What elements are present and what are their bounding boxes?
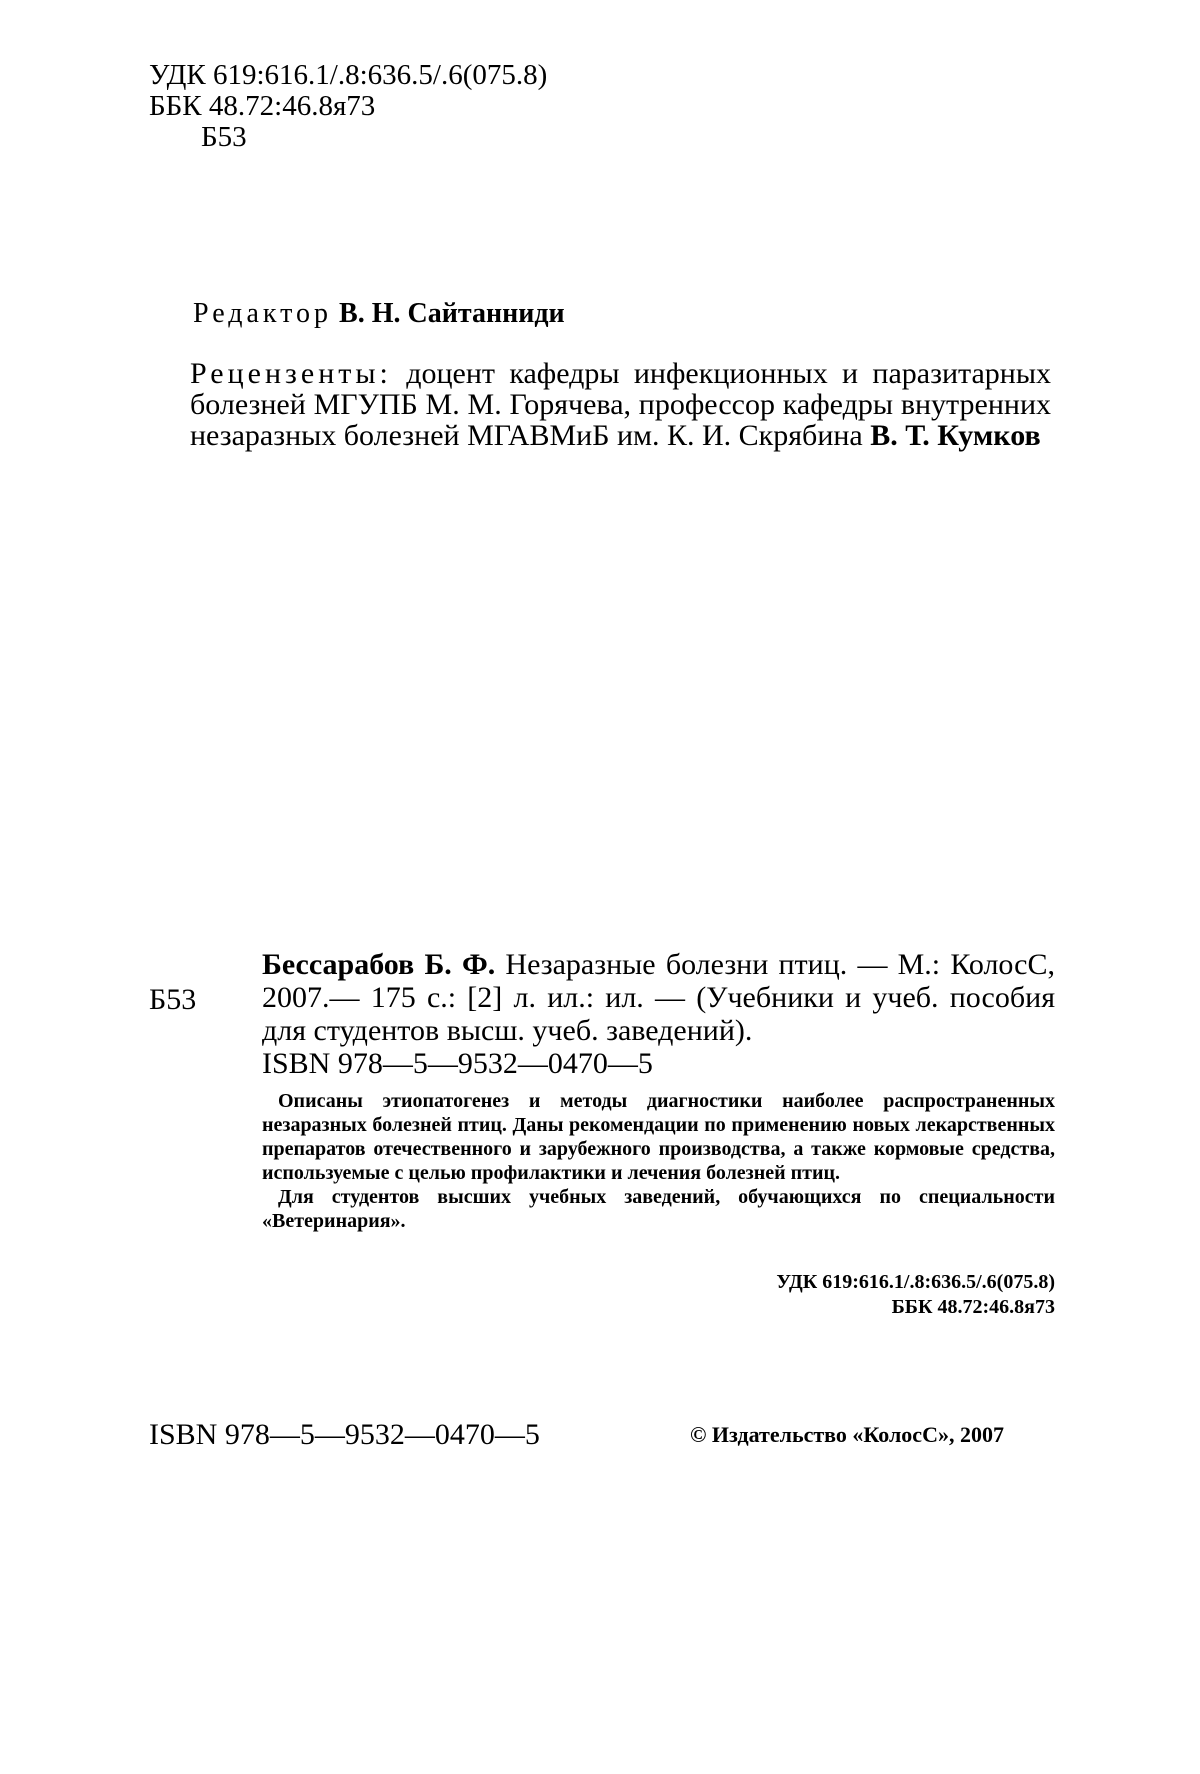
- bibliographic-record: [262, 948, 1055, 1080]
- abstract-paragraph: Описаны этиопатогенез и методы диагностики наиболее распространенных незаразных болезней птиц. Даны рекомендации по применению новых лекарственных препаратов отечественного и зарубежного производства, а также кормовые средства, используемые с целью профилактики и лечения болезней птиц.: [262, 1090, 1055, 1184]
- abstract: [262, 1089, 1055, 1233]
- bbk-code: ББК 48.72:46.8я73: [149, 90, 376, 122]
- author-mark: Б53: [201, 121, 247, 153]
- abstract-audience: Для студентов высших учебных заведений, обучающихся по специальности «Ветеринария».: [262, 1186, 1055, 1232]
- reviewers-text: доцент кафедры инфекционных и паразитарных болезней МГУПБ М. М. Горячева, профессор кафедры внутренних незаразных болезней МГАВМиБ им. К. И. Скрябина: [190, 357, 1052, 452]
- reviewers-block: [190, 358, 1051, 451]
- biblio-isbn: ISBN 978—5—9532—0470—5: [262, 1047, 653, 1080]
- editor-label: Редактор: [193, 298, 333, 329]
- classification-codes: [149, 60, 547, 153]
- reviewer-name: В. Т. Кумков: [870, 419, 1041, 452]
- abstract-udk-code: УДК 619:616.1/.8:636.5/.6(075.8): [776, 1271, 1055, 1293]
- reviewers-label: Рецензенты:: [190, 357, 392, 390]
- footer-isbn: ISBN 978—5—9532—0470—5: [149, 1418, 540, 1451]
- copyright-notice: © Издательство «КолосС», 2007: [690, 1422, 1004, 1447]
- abstract-classification-codes: [670, 1270, 1055, 1320]
- biblio-description: Незаразные болезни птиц. — М.: КолосС, 2007.— 175 с.: [2] л. ил.: ил. — (Учебники и учеб. пособия для студентов высш. учеб. заведений).: [262, 948, 1055, 1047]
- biblio-author-mark: Б53: [149, 983, 197, 1016]
- abstract-bbk-code: ББК 48.72:46.8я73: [891, 1296, 1055, 1318]
- biblio-author: Бессарабов Б. Ф.: [262, 948, 496, 981]
- editor-name: В. Н. Сайтанниди: [339, 298, 565, 329]
- editor-line: [193, 298, 565, 330]
- udk-code: УДК 619:616.1/.8:636.5/.6(075.8): [149, 59, 548, 91]
